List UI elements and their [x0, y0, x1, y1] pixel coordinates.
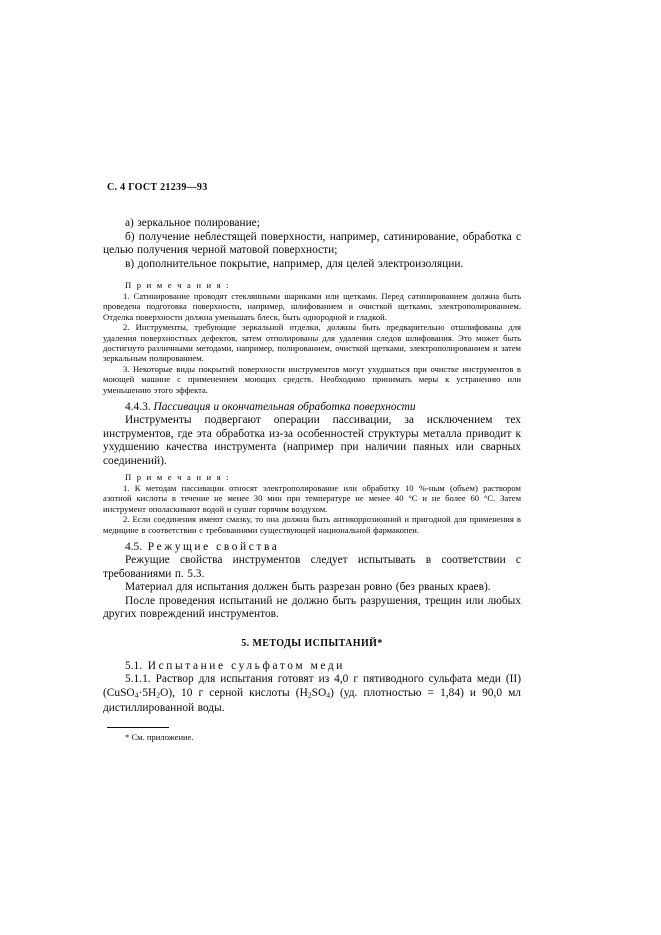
- note-item-lubricant: 2. Если соединения имеют смазку, то она должна быть антикоррозионной и пригодной для применения в медицине в соответствии с требованиями существующей национальной фармакопеи.: [103, 514, 521, 535]
- footnote-separator: [107, 727, 169, 728]
- section-title: Испытание сульфатом меди: [147, 660, 345, 672]
- note-text: . Затем инструмент ополаскивают водой и сушат горячим воздухом.: [103, 493, 522, 514]
- note-item: 2. Инструменты, требующие зеркальной отделки, должны быть предварительно отшлифованы для удаления поверхностных дефектов, затем отполированы для удаления следов шлифования. Это может быть достигнуто различными методами, например, полированием, очисткой щетками, электрополированием и затем зеркальным полированием.: [103, 322, 521, 364]
- section-4-5-paragraph: Материал для испытания должен быть разрезан ровно (без рваных краев).: [125, 581, 491, 594]
- section-heading-4-4-3: [103, 400, 521, 414]
- formula-text: SO: [311, 686, 327, 699]
- formula-subscript: 4: [326, 690, 331, 700]
- section-number: 4.4.3.: [125, 401, 151, 414]
- note-text: и не более 60: [417, 493, 484, 504]
- section-heading-4-5: [103, 540, 521, 554]
- formula-subscript: 2: [307, 690, 312, 700]
- formula-subscript: 2: [156, 690, 161, 700]
- section-4-5-paragraph: Режущие свойства инструментов следует испытывать в соответствии с требованиями п. 5.3.: [103, 554, 521, 580]
- section-heading-5-1: [103, 659, 521, 673]
- section-number: 4.5.: [125, 541, 143, 554]
- section-5-1-1-body: [103, 673, 521, 715]
- list-item-b: б) получение неблестящей поверхности, например, сатинирование, обработка с целью получения черной матовой поверхности;: [103, 230, 521, 257]
- note-item-passivation: [103, 483, 521, 514]
- formula-text: ·5H: [138, 686, 157, 699]
- degree-celsius: °С: [408, 493, 418, 504]
- note-text: 1. К методам пассивации относят электрополирование или обработку 10 %-ным (объем) раствором азотной кислоты в течение не менее 30 мин при температуре не менее 40: [103, 483, 521, 504]
- page-content: [103, 182, 521, 742]
- degree-celsius: °С: [483, 493, 494, 504]
- formula-text: ) (уд. плотностью = 1,84) и 90,0 мл дистиллированной воды.: [103, 686, 521, 714]
- section-heading-5: 5. МЕТОДЫ ИСПЫТАНИЙ*: [241, 638, 383, 649]
- section-title: Режущие свойства: [147, 541, 280, 554]
- list-item-v: в) дополнительное покрытие, например, для целей электроизоляции.: [125, 257, 464, 270]
- footnote-text: * См. приложение.: [125, 732, 194, 743]
- list-item-a: а) зеркальное полирование;: [125, 217, 260, 229]
- formula-subscript: 4: [134, 690, 139, 700]
- section-4-5-paragraph: После проведения испытаний не должно быть разрушения, трещин или любых других повреждений инструментов.: [103, 594, 521, 621]
- running-head: С. 4 ГОСТ 21239—93: [107, 182, 208, 193]
- notes-label-first: П р и м е ч а н и я :: [125, 280, 231, 291]
- spacer: [103, 271, 521, 276]
- note-item: 3. Некоторые виды покрытий поверхности инструментов могут ухудшаться при очистке инструментов в моющей машине с применением моющих средств. Необходимо принимать меры к устранению или уменьшению этого эффекта.: [103, 363, 521, 395]
- section-title: Пассивация и окончательная обработка поверхности: [153, 401, 416, 414]
- formula-text: O), 10 г серной кислоты (H: [160, 686, 308, 699]
- note-item: 1. Сатинирование проводят стеклянными шариками или щетками. Перед сатинированием должна быть проведена подготовка поверхности, например, шлифованием и очисткой щетками, электрополированием. Отделка поверхности должна уменьшать блеск, быть однородной и гладкой.: [103, 290, 521, 322]
- notes-label-second: П р и м е ч а н и я :: [125, 472, 231, 483]
- formula-text: 5.1.1. Раствор для испытания готовят из 4,0 г пятиводного сульфата меди (II) (CuSO: [103, 673, 521, 699]
- section-4-4-3-body: Инструменты подвергают операции пассивации, за исключением тех инструментов, где эта обработка из-за особенностей структуры металла приводит к ухудшению качества инструмента (например при наличии паяных или сварных соединений).: [103, 414, 521, 467]
- section-number: 5.1.: [125, 660, 143, 672]
